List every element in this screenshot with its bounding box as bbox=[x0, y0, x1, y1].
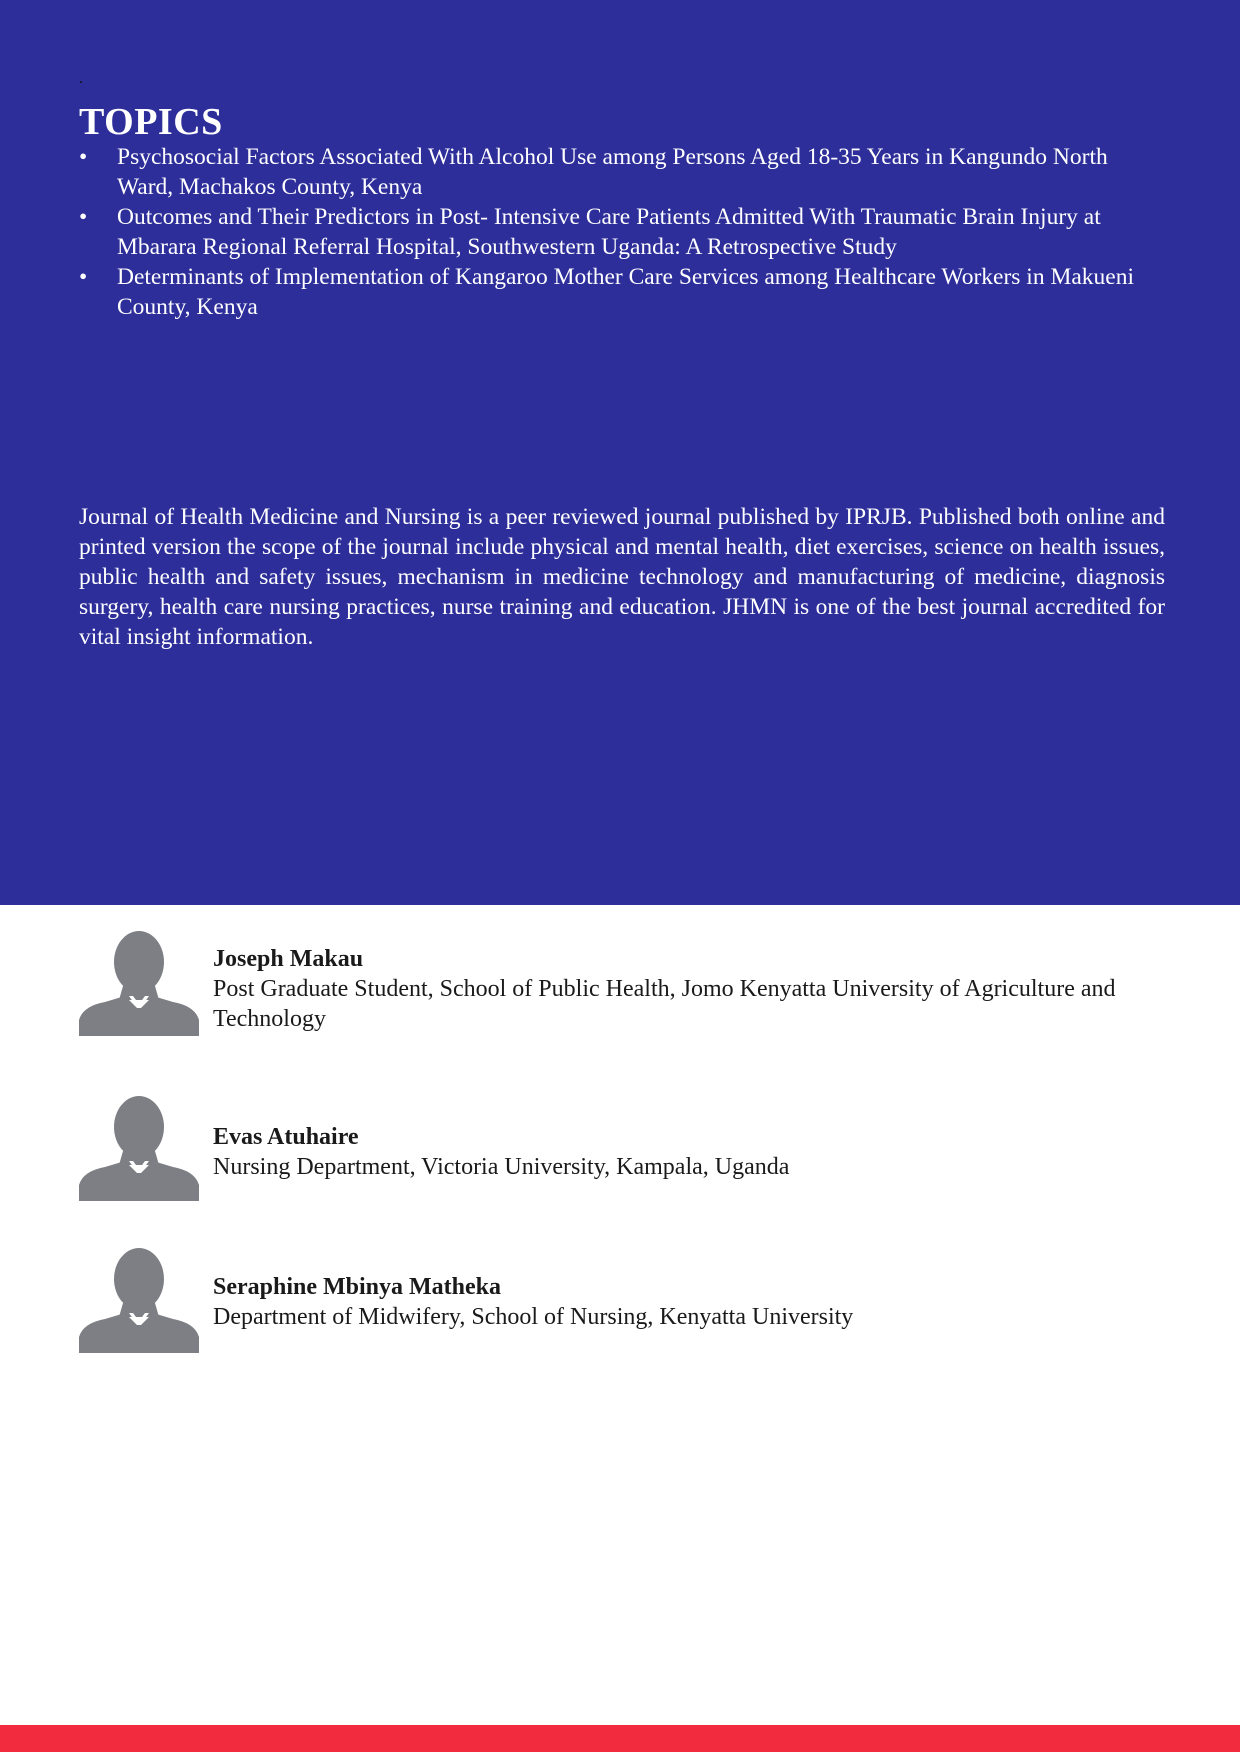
topic-item bbox=[79, 142, 1165, 202]
author-info bbox=[213, 944, 1173, 1034]
topics-heading: TOPICS bbox=[79, 101, 223, 143]
bullet-icon: • bbox=[79, 204, 88, 230]
footer-bar bbox=[0, 1725, 1240, 1752]
author-card bbox=[79, 1095, 1179, 1205]
author-affiliation: Department of Midwifery, School of Nursing, Kenyatta University bbox=[213, 1304, 854, 1330]
author-name: Seraphine Mbinya Matheka bbox=[213, 1274, 502, 1300]
stray-dot: . bbox=[79, 70, 83, 87]
journal-description: Journal of Health Medicine and Nursing is a peer reviewed journal published by IPRJB. Published both online and printed version the scope of the journal include physical and mental health, diet exercises, science on health issues, public health and safety issues, mechanism in medicine technology and manufacturing of medicine, diagnosis surgery, health care nursing practices, nurse training and education. JHMN is one of the best journal accredited for vital insight information. bbox=[79, 504, 1165, 650]
person-silhouette-icon bbox=[79, 1247, 199, 1353]
author-name: Joseph Makau bbox=[213, 946, 364, 972]
person-silhouette-icon bbox=[79, 930, 199, 1036]
author-name: Evas Atuhaire bbox=[213, 1124, 359, 1150]
topic-text: Outcomes and Their Predictors in Post- Intensive Care Patients Admitted With Traumatic Brain Injury at Mbarara Regional Referral Hospital, Southwestern Uganda: A Retrospective Study bbox=[117, 204, 1101, 260]
topic-item bbox=[79, 262, 1165, 322]
topics-list bbox=[79, 142, 1165, 322]
author-info bbox=[213, 1122, 1173, 1182]
author-card bbox=[79, 930, 1179, 1040]
person-silhouette-icon bbox=[79, 1095, 199, 1201]
bullet-icon: • bbox=[79, 144, 88, 170]
topic-text: Psychosocial Factors Associated With Alcohol Use among Persons Aged 18-35 Years in Kangundo North Ward, Machakos County, Kenya bbox=[117, 144, 1108, 200]
topic-item bbox=[79, 202, 1165, 262]
author-card bbox=[79, 1247, 1179, 1357]
author-affiliation: Post Graduate Student, School of Public Health, Jomo Kenyatta University of Agriculture and Technology bbox=[213, 976, 1116, 1032]
author-info bbox=[213, 1272, 1173, 1332]
topic-text: Determinants of Implementation of Kangaroo Mother Care Services among Healthcare Workers in Makueni County, Kenya bbox=[117, 264, 1134, 320]
bullet-icon: • bbox=[79, 264, 88, 290]
author-affiliation: Nursing Department, Victoria University, Kampala, Uganda bbox=[213, 1154, 790, 1180]
